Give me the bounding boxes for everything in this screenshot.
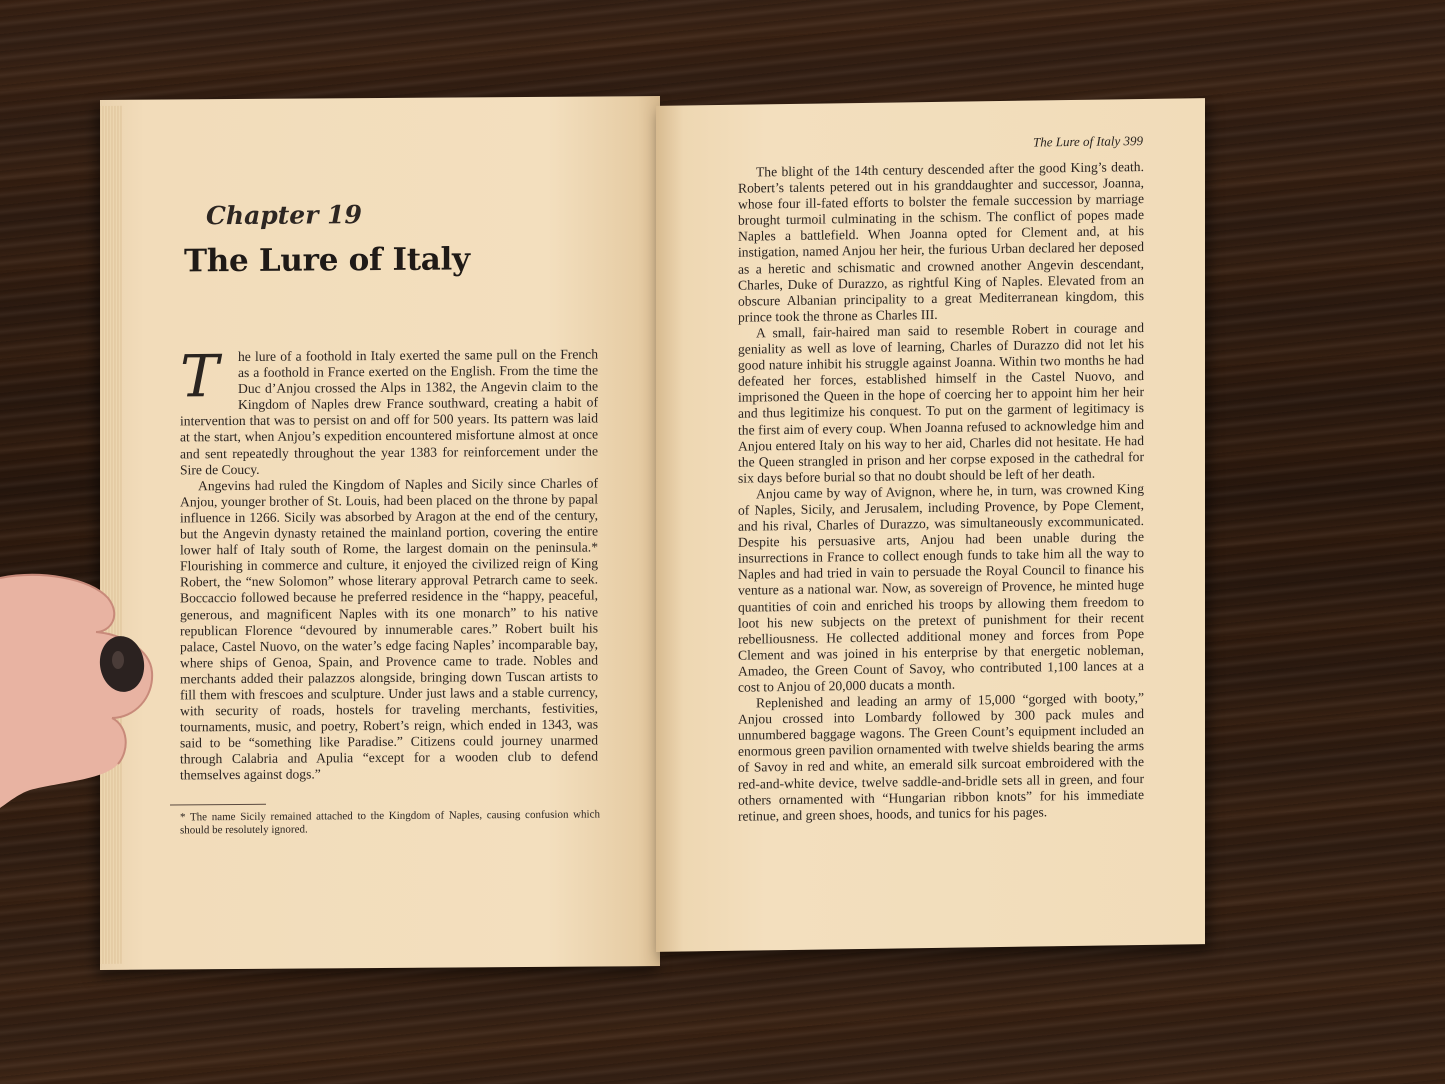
footnote: * The name Sicily remained attached to the Kingdom of Naples, causing confusion which should be resolutely ignored. [180, 808, 600, 837]
paragraph: Anjou came by way of Avignon, where he, in turn, was crowned King of Naples, Sicily, and Jerusalem, including Provence, by Pope Clement, and his rival, Charles of Durazzo, was simultaneously excommunicated. Despite his persuasive arts, Anjou had been unable during the insurrections in France to collect enough funds to take him all the way to Naples and had tried in vain to persuade the Royal Council to finance his venture as a national war. Now, as sovereign of Provence, he minted huge quantities of coin and enriched his troops by allowing them freedom to loot his new subjects on the pretext of punishment for their recent rebelliousness. He collected additional money and forces from Pope Clement and was joined in his enterprise by that energetic nobleman, Amadeo, the Green Count of Savoy, who contributed 1,100 lances at a cost to Anjou of 20,000 ducats a month. [738, 480, 1144, 695]
paragraph: Replenished and leading an army of 15,000 “gorged with booty,” Anjou crossed into Lombardy followed by 300 pack mules and unnumbered baggage wagons. The Green Count’s equipment included an enormous green pavilion ornamented with twelve shields bearing the arms of Savoy in red and white, an emerald silk surcoat embroidered with the red-and-white device, twelve saddle-and-bridle sets all in green, and four others ornamented with “Hungarian ribbon knots” for his immediate retinue, and green shoes, hoods, and tunics for his pages. [738, 690, 1144, 824]
left-page [100, 96, 660, 970]
drop-cap: T [180, 342, 219, 411]
paragraph: Angevins had ruled the Kingdom of Naples and Sicily since Charles of Anjou, younger brother of St. Louis, had been placed on the throne by papal influence in 1266. Sicily was absorbed by Aragon at the end of the century, but the Angevin dynasty retained the mainland portion, covering the entire lower half of Italy south of Rome, the largest domain on the peninsula.* Flourishing in commerce and culture, it enjoyed the civilized reign of King Robert, the “new Solomon” whose literary approval Petrarch came to seek. Boccaccio followed because he preferred residence in the “happy, peaceful, generous, and magnificent Naples with its one monarch” to his native republican Florence “devoured by innumerable cares.” Robert built his palace, Castel Nuovo, on the water’s edge facing Naples’ incomparable bay, where ships of Genoa, Spain, and Provence came to trade. Nobles and merchants added their palazzos alongside, bringing down Tuscan artists to fill them with frescoes and sculpture. Under just laws and a stable currency, with security of roads, hostels for traveling merchants, festivities, tournaments, music, and poetry, Robert’s reign, which ended in 1343, was said to be “something like Paradise.” Citizens could journey unarmed through Calabria and Apulia “except for a wooden club to defend themselves against dogs.” [180, 475, 598, 783]
open-book [100, 98, 1205, 968]
chapter-title: The Lure of Italy [184, 241, 470, 280]
paragraph: The blight of the 14th century descended after the good King’s death. Robert’s talents petered out in his granddaughter and successor, Joanna, whose four ill-fated efforts to bolster the female succession by marriage brought turmoil culminating in the schism. The conflict of popes made Naples a battlefield. When Joanna opted for Clement and, at his instigation, named Anjou her heir, the furious Urban declared her deposed as a heretic and schismatic and crowned another Angevin descendant, Charles, Duke of Durazzo, as rightful King of Naples. Elevated from an obscure Albanian principality to a great Mediterranean kingdom, this prince took the throne as Charles III. [738, 159, 1144, 325]
running-head: The Lure of Italy 399 [1032, 133, 1143, 150]
right-page [656, 98, 1205, 952]
chapter-label: Chapter 19 [206, 200, 362, 231]
paragraph-text: he lure of a foothold in Italy exerted the same pull on the French as a foothold in France exerted on the English. From the time the Duc d’Anjou crossed the Alps in 1382, the Angevin claim to the Kingdom of Naples drew France southward, creating a habit of intervention that was to persist on and off for 500 years. Its pattern was laid at the start, when Anjou’s expedition encountered misfortune almost at once and sent repeatedly throughout the year 1383 for reinforcement under the Sire de Coucy. [180, 346, 598, 478]
paragraph [180, 342, 598, 478]
footnote-divider [170, 804, 266, 806]
hand-holding-book [0, 568, 160, 868]
left-body-text [180, 342, 598, 783]
right-body-text [738, 159, 1144, 825]
paragraph: A small, fair-haired man said to resemble Robert in courage and geniality as well as love of learning, Charles of Durazzo did not let his good nature inhibit his struggle against Joanna. Within two months he had defeated her forces, established himself in the Castel Nuovo, and imprisoned the Queen in the hope of coercing her to appoint him her heir and thus legitimize his conquest. To put on the garment of legitimacy is the first aim of every coup. When Joanna refused to acknowledge him and Anjou entered Italy on his way to her aid, Charles did not hesitate. He had the Queen strangled in prison and her corpse exposed in the cathedral for six days before burial so that no doubt should be left of her death. [738, 319, 1144, 486]
